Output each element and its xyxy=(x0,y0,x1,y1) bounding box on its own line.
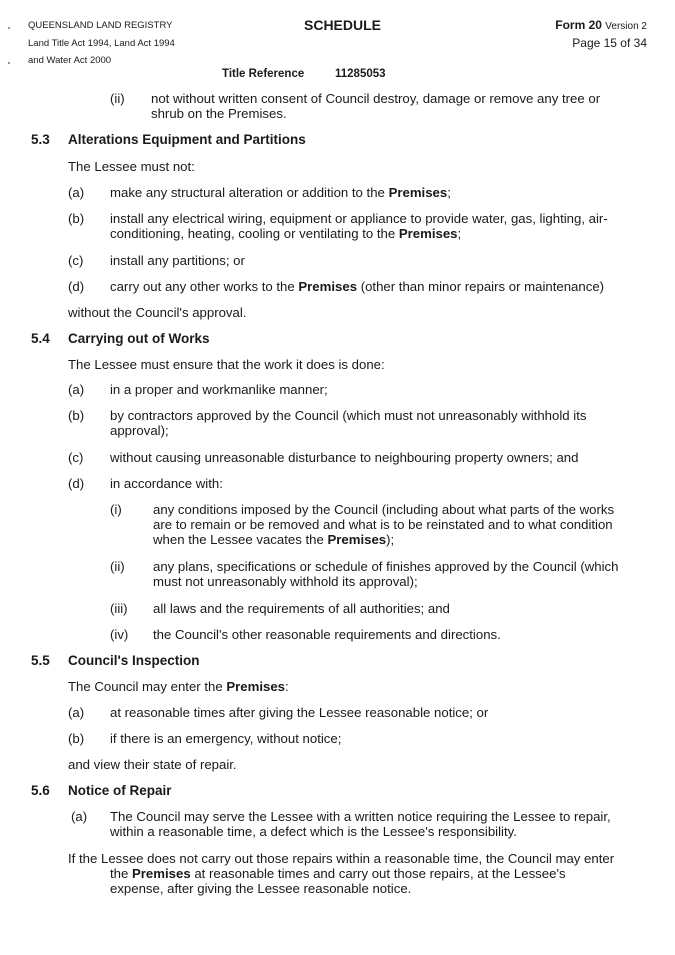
subitem-text: the Council's other reasonable requirements and directions. xyxy=(153,627,501,642)
item-label: (a) xyxy=(68,185,85,200)
page-number: Page 15 of 34 xyxy=(572,36,647,50)
item-label: (b) xyxy=(68,408,85,423)
item-text: by contractors approved by the Council (which must not unreasonably withhold its approval); xyxy=(110,408,587,438)
section-title: Alterations Equipment and Partitions xyxy=(68,132,306,147)
section-number: 5.3 xyxy=(31,132,50,147)
section-intro: The Lessee must not: xyxy=(68,159,195,174)
subitem-label: (iii) xyxy=(110,601,128,616)
item-text: not without written consent of Council destroy, damage or remove any tree or shrub on the Premises. xyxy=(151,91,601,121)
section-title: Carrying out of Works xyxy=(68,331,210,346)
form-number: Form 20 xyxy=(555,18,602,32)
section-number: 5.4 xyxy=(31,331,50,346)
paragraph-continuation: the Premises at reasonable times and carry out those repairs, at the Lessee's expense, after giving the Lessee reasonable notice. xyxy=(110,866,566,896)
item-text: at reasonable times after giving the Lessee reasonable notice; or xyxy=(110,705,489,720)
section-title: Notice of Repair xyxy=(68,783,172,798)
subitem-label: (i) xyxy=(110,502,122,517)
subitem-text: any plans, specifications or schedule of finishes approved by the Council (which must not unreasonably withhold its approval); xyxy=(153,559,619,589)
item-label: (d) xyxy=(68,476,85,491)
scan-mark xyxy=(8,27,10,29)
item-label: (a) xyxy=(71,809,88,824)
item-text: without causing unreasonable disturbance to neighbouring property owners; and xyxy=(110,450,579,465)
item-text: in accordance with: xyxy=(110,476,223,491)
item-label: (b) xyxy=(68,211,85,226)
registry-line-1: QUEENSLAND LAND REGISTRY xyxy=(28,20,173,31)
section-intro: The Council may enter the Premises: xyxy=(68,679,289,694)
item-label: (d) xyxy=(68,279,85,294)
registry-line-3: and Water Act 2000 xyxy=(28,55,112,66)
section-title: Council's Inspection xyxy=(68,653,200,668)
paragraph-first-line: If the Lessee does not carry out those repairs within a reasonable time, the Council may enter xyxy=(68,851,615,866)
item-label: (c) xyxy=(68,253,84,268)
item-label: (a) xyxy=(68,705,85,720)
defined-term: Premises xyxy=(388,185,448,200)
item-text: The Council may serve the Lessee with a written notice requiring the Lessee to repair, within a reasonable time, a defect which is the Lessee's responsibility. xyxy=(110,809,611,839)
section-number: 5.5 xyxy=(31,653,50,668)
subitem-label: (iv) xyxy=(110,627,129,642)
item-text: in a proper and workmanlike manner; xyxy=(110,382,328,397)
item-text: install any partitions; or xyxy=(110,253,245,268)
page-title: SCHEDULE xyxy=(304,17,382,33)
item-text: carry out any other works to the Premises (other than minor repairs or maintenance) xyxy=(110,279,605,294)
section-intro: The Lessee must ensure that the work it does is done: xyxy=(68,357,385,372)
item-text: install any electrical wiring, equipment or appliance to provide water, gas, lighting, air-conditioning, heating, cooling or ventilating to the Premises; xyxy=(110,211,608,241)
item-label: (a) xyxy=(68,382,85,397)
defined-term: Premises xyxy=(327,532,387,547)
item-label: (b) xyxy=(68,731,85,746)
form-version: Version 2 xyxy=(605,21,647,32)
subitem-label: (ii) xyxy=(110,559,125,574)
subitem-text: all laws and the requirements of all authorities; and xyxy=(153,601,450,616)
defined-term: Premises xyxy=(226,679,285,694)
item-text: make any structural alteration or addition to the Premises; xyxy=(110,185,451,200)
defined-term: Premises xyxy=(132,866,191,881)
defined-term: Premises xyxy=(398,226,458,241)
title-reference-value: 11285053 xyxy=(335,68,386,80)
defined-term: Premises xyxy=(298,279,358,294)
section-number: 5.6 xyxy=(31,783,50,798)
scan-mark xyxy=(8,62,10,64)
registry-line-2: Land Title Act 1994, Land Act 1994 xyxy=(28,38,175,49)
item-label: (c) xyxy=(68,450,84,465)
item-label: (ii) xyxy=(110,91,125,106)
item-text: if there is an emergency, without notice; xyxy=(110,731,342,746)
form-label xyxy=(555,18,647,32)
title-reference-label: Title Reference xyxy=(222,68,305,80)
subitem-text: any conditions imposed by the Council (including about what parts of the works are to remain or be removed and what is to be reinstated and to what condition when the Lessee vacates the Premises); xyxy=(153,502,615,547)
section-outro: and view their state of repair. xyxy=(68,757,237,772)
section-outro: without the Council's approval. xyxy=(68,305,247,320)
